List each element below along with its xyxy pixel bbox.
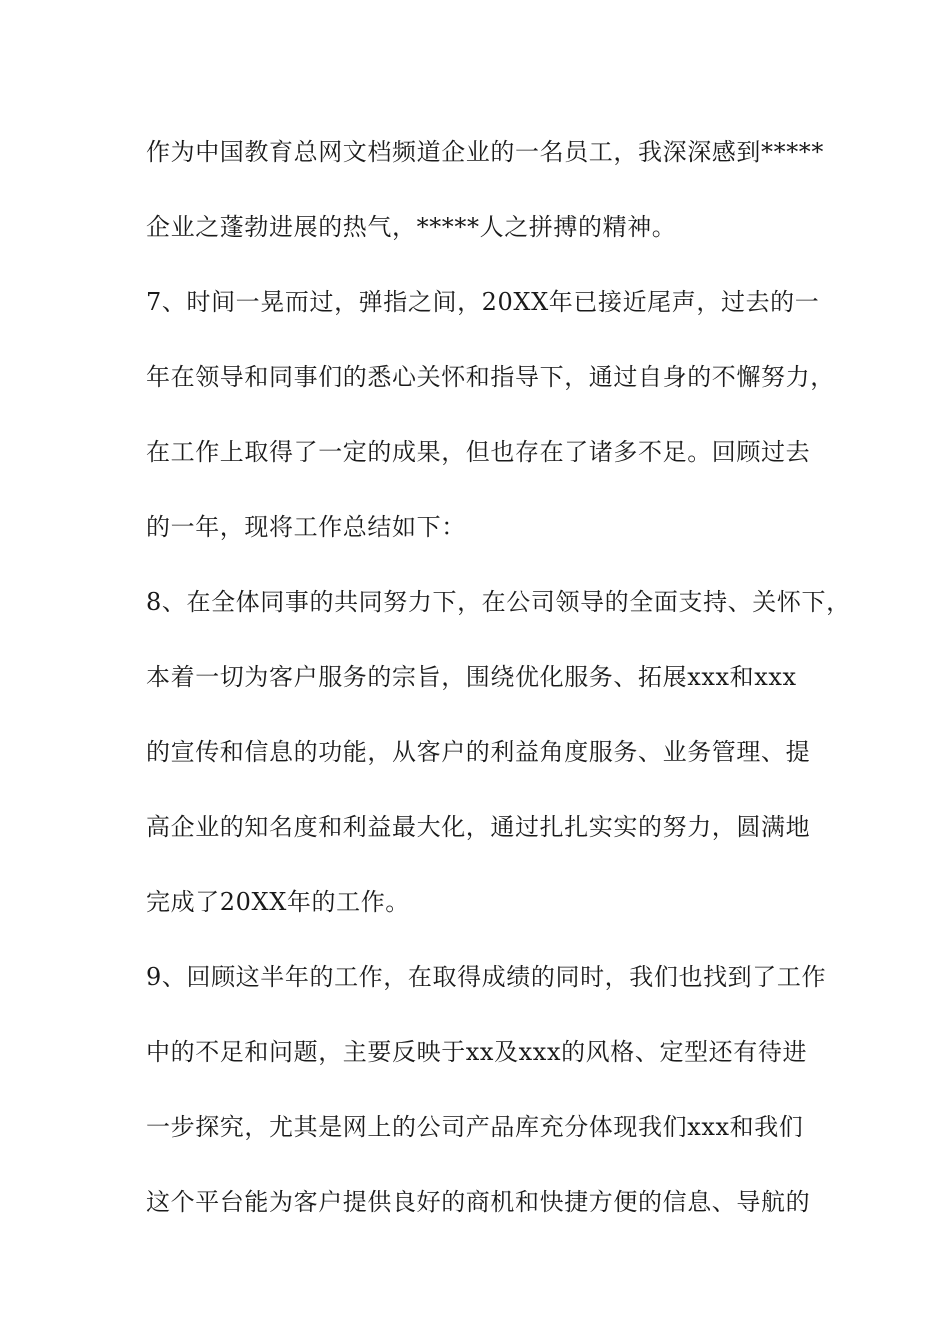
text-line: 7、时间一晃而过，弹指之间，20XX年已接近尾声，过去的一	[146, 288, 820, 316]
text-line: 本着一切为客户服务的宗旨，围绕优化服务、拓展xxx和xxx	[146, 663, 797, 691]
text-line: 一步探究，尤其是网上的公司产品库充分体现我们xxx和我们	[146, 1113, 804, 1141]
text-line: 的一年，现将工作总结如下：	[146, 513, 466, 541]
text-line: 9、回顾这半年的工作，在取得成绩的同时，我们也找到了工作	[146, 963, 827, 991]
text-line: 完成了20XX年的工作。	[146, 888, 410, 916]
text-line: 这个平台能为客户提供良好的商机和快捷方便的信息、导航的	[146, 1188, 811, 1216]
text-line: 在工作上取得了一定的成果，但也存在了诸多不足。回顾过去	[146, 438, 811, 466]
text-line: 中的不足和问题，主要反映于xx及xxx的风格、定型还有待进	[146, 1038, 808, 1066]
text-line: 8、在全体同事的共同努力下，在公司领导的全面支持、关怀下，	[146, 588, 851, 616]
text-line: 的宣传和信息的功能，从客户的利益角度服务、业务管理、提	[146, 738, 811, 766]
text-line: 作为中国教育总网文档频道企业的一名员工，我深深感到*****	[146, 138, 824, 166]
text-line: 高企业的知名度和利益最大化，通过扎扎实实的努力，圆满地	[146, 813, 811, 841]
text-line: 年在领导和同事们的悉心关怀和指导下，通过自身的不懈努力，	[146, 363, 835, 391]
text-line: 企业之蓬勃进展的热气，*****人之拼搏的精神。	[146, 213, 677, 241]
